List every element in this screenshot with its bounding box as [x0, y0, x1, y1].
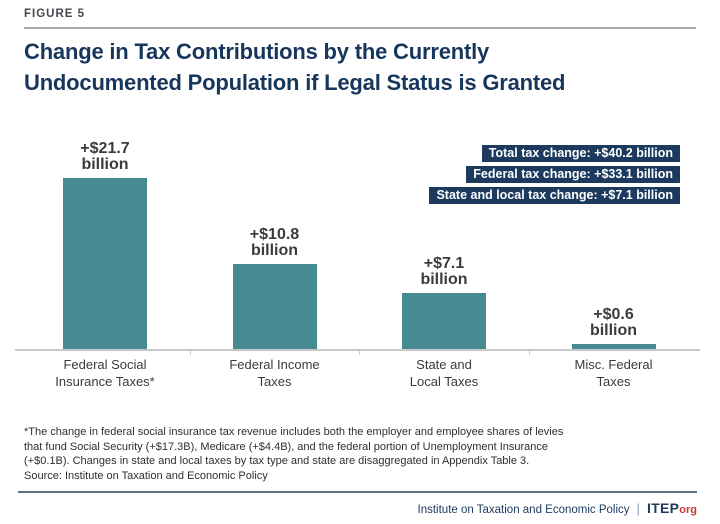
bar-3 [402, 293, 486, 349]
category-label: Federal Income Taxes [229, 357, 320, 389]
category-label: State and Local Taxes [409, 357, 479, 389]
figure-label: FIGURE 5 [24, 8, 86, 20]
bar-group [529, 140, 699, 349]
x-axis-line [15, 349, 700, 351]
bar-group [359, 140, 529, 349]
footer [418, 500, 697, 516]
category-label: Federal Social Insurance Taxes* [55, 357, 155, 389]
bar-value-label: +$10.8 billion [249, 226, 300, 259]
axis-tick [529, 351, 530, 355]
bar-2 [233, 264, 317, 349]
chart-title-line1: Change in Tax Contributions by the Currently [24, 39, 490, 64]
footnote-line: that fund Social Security (+$17.3B), Medicare (+$4.4B), and the federal portion of Unemployment Insurance [24, 440, 549, 453]
legend-badge-total: Total tax change: +$40.2 billion [482, 145, 680, 162]
bar-group [190, 140, 360, 349]
bar-value-label: +$0.6 billion [589, 306, 638, 339]
footer-divider [18, 491, 697, 493]
itep-logo-org-suffix: org [679, 504, 697, 516]
category-label: Misc. Federal Taxes [574, 357, 653, 389]
footnote-source-line: Source: Institute on Taxation and Economic Policy [24, 469, 268, 482]
bar-value-label: +$7.1 billion [420, 255, 468, 288]
footer-pipe-divider: | [636, 501, 640, 516]
legend-badge-federal: Federal tax change: +$33.1 billion [466, 166, 680, 183]
legend-badge-state-local: State and local tax change: +$7.1 billion [429, 187, 680, 204]
itep-logo: ITEP [646, 500, 680, 516]
footnote-line: (+$0.1B). Changes in state and local taxes by tax type and state are disaggregated in Appendix Table 3. [24, 455, 530, 467]
bar-group [20, 140, 190, 349]
bar-chart [15, 140, 700, 400]
footnote-line: *The change in federal social insurance tax revenue includes both the employer and employee shares of levies [24, 426, 564, 438]
chart-title-line2: Undocumented Population if Legal Status is Granted [24, 70, 566, 95]
axis-tick [359, 351, 360, 355]
footnote [24, 425, 563, 483]
bar-1 [63, 178, 147, 349]
bar-4 [572, 344, 656, 349]
axis-tick [190, 351, 191, 355]
header-divider [24, 27, 696, 29]
bar-value-label: +$21.7 billion [80, 140, 130, 173]
chart-title [24, 36, 565, 98]
footer-org-name: Institute on Taxation and Economic Policy [417, 504, 630, 516]
